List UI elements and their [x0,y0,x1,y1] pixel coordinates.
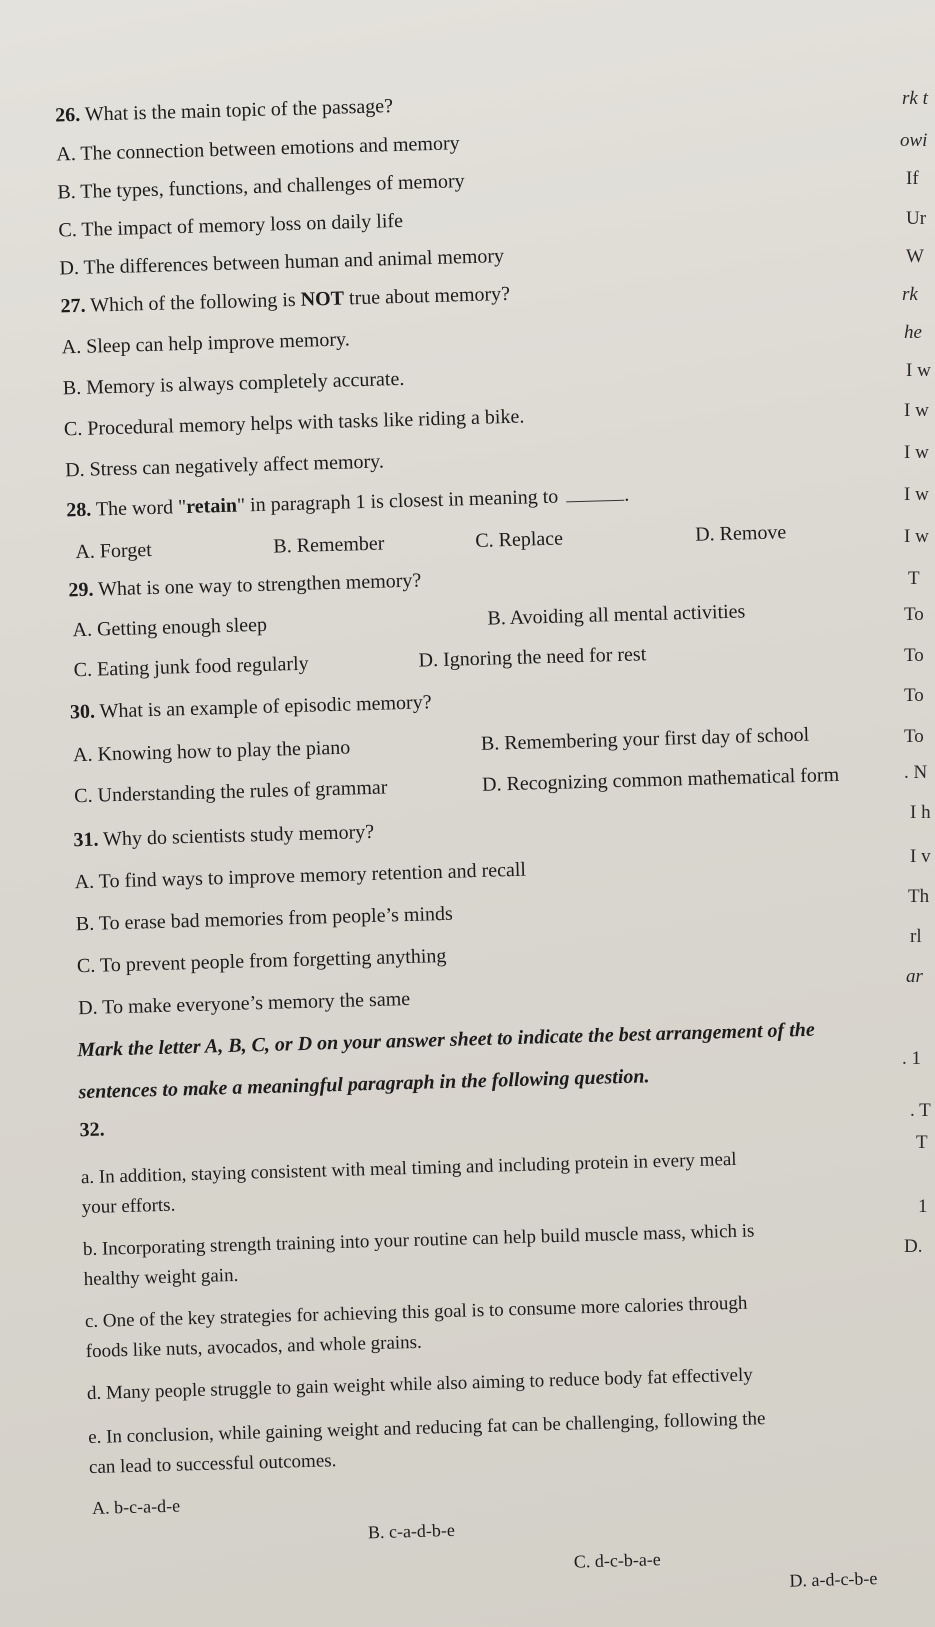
option-28-b[interactable]: B. Remember [273,532,385,558]
sentence-e-cont: can lead to successful outcomes. [88,1450,337,1479]
option-30-c[interactable]: C. Understanding the rules of grammar [73,776,388,808]
question-27: 27. Which of the following is NOT true about memory? [60,282,511,318]
margin-fragment: 1 [918,1196,928,1217]
margin-fragment: If [906,168,919,189]
option-27-b[interactable]: B. Memory is always completely accurate. [62,367,405,400]
option-27-c[interactable]: C. Procedural memory helps with tasks like riding a bike. [63,405,525,441]
question-text: What is the main topic of the passage? [84,95,394,126]
margin-fragment: T [916,1132,928,1153]
option-28-c[interactable]: C. Replace [474,527,564,552]
option-31-c[interactable]: C. To prevent people from forgetting anything [76,944,447,978]
margin-fragment: rk t [902,88,928,109]
emphasis: retain [185,494,238,518]
question-number: 28. [65,498,92,522]
margin-fragment: I w [904,400,929,421]
instruction-line-1: Mark the letter A, B, C, or D on your answer sheet to indicate the best arrangement of the [77,1018,816,1062]
option-32-c[interactable]: C. d-c-b-a-e [573,1549,662,1572]
margin-fragment: W [906,246,924,267]
option-29-d[interactable]: D. Ignoring the need for rest [418,643,647,672]
instruction-line-2: sentences to make a meaningful paragraph in the following question. [78,1065,650,1104]
sentence-b-cont: healthy weight gain. [83,1264,239,1291]
question-26 [55,94,393,127]
margin-fragment: I v [910,846,931,867]
option-29-a[interactable]: A. Getting enough sleep [72,613,268,642]
margin-fragment: Th [908,886,930,907]
margin-fragment: To [904,645,924,666]
margin-fragment: T [908,568,920,589]
question-number: 26. [54,103,81,127]
option-32-b[interactable]: B. c-a-d-b-e [367,1519,456,1543]
margin-fragment: To [904,726,924,747]
sentence-b: b. Incorporating strength training into your routine can help build muscle mass, which is [82,1220,755,1261]
margin-fragment: he [904,322,922,343]
question-31 [73,820,374,852]
margin-fragment: . N [904,762,928,783]
option-27-d[interactable]: D. Stress can negatively affect memory. [64,450,385,482]
question-30 [70,690,432,724]
answer-blank [566,500,624,503]
margin-fragment: ar [906,966,923,987]
question-number: 29. [68,578,94,602]
sentence-c-cont: foods like nuts, avocados, and whole grains. [85,1331,423,1363]
option-28-a[interactable]: A. Forget [75,538,153,564]
margin-fragment: To [904,685,924,706]
option-26-a[interactable]: A. The connection between emotions and memory [56,132,460,166]
margin-fragment: Ur [906,208,927,229]
margin-fragment: . T [910,1100,931,1121]
question-number: 30. [69,700,96,724]
margin-fragment: I w [904,442,929,463]
option-32-d[interactable]: D. a-d-c-b-e [789,1568,878,1591]
option-26-b[interactable]: B. The types, functions, and challenges of memory [57,170,465,204]
option-26-c[interactable]: C. The impact of memory loss on daily life [58,209,404,242]
option-29-c[interactable]: C. Eating junk food regularly [73,652,309,682]
option-28-d[interactable]: D. Remove [694,521,787,546]
margin-fragment: I w [904,484,929,505]
option-29-b[interactable]: B. Avoiding all mental activities [487,600,746,630]
sentence-e: e. In conclusion, while gaining weight and reducing fat can be challenging, following the [87,1408,766,1449]
option-30-b[interactable]: B. Remembering your first day of school [480,723,810,755]
option-26-d[interactable]: D. The differences between human and animal memory [59,245,505,280]
option-31-b[interactable]: B. To erase bad memories from people’s minds [75,902,454,936]
margin-fragment: To [904,604,924,625]
question-text: What is an example of episodic memory? [99,691,432,723]
question-number: 31. [73,828,99,852]
margin-fragment: rk [902,284,918,305]
sentence-a: a. In addition, staying consistent with meal timing and including protein in every meal [80,1148,737,1189]
question-text: What is one way to strengthen memory? [97,569,422,601]
question-number: 27. [60,294,86,318]
option-31-a[interactable]: A. To find ways to improve memory retention and recall [74,858,527,894]
question-28: 28. The word "retain" in paragraph 1 is closest in meaning to . [65,483,630,522]
option-32-a[interactable]: A. b-c-a-d-e [91,1495,181,1519]
margin-fragment: . 1 [902,1048,921,1069]
option-30-d[interactable]: D. Recognizing common mathematical form [481,763,840,796]
margin-fragment: I w [904,526,929,547]
margin-fragment: D. [904,1236,923,1257]
question-32-number: 32. [79,1118,105,1142]
option-31-d[interactable]: D. To make everyone’s memory the same [77,987,411,1020]
question-29 [68,568,421,602]
margin-fragment: rl [910,926,922,947]
question-text: Why do scientists study memory? [102,820,375,851]
sentence-d: d. Many people struggle to gain weight while also aiming to reduce body fat effectively [86,1364,754,1405]
margin-fragment: I w [906,360,931,381]
option-27-a[interactable]: A. Sleep can help improve memory. [61,328,350,359]
emphasis: NOT [300,287,345,311]
sentence-c: c. One of the key strategies for achieving this goal is to consume more calories through [84,1292,748,1333]
margin-fragment: I h [910,802,931,823]
sentence-a-cont: your efforts. [81,1194,176,1219]
option-30-a[interactable]: A. Knowing how to play the piano [72,736,351,767]
margin-fragment: owi [900,130,928,151]
